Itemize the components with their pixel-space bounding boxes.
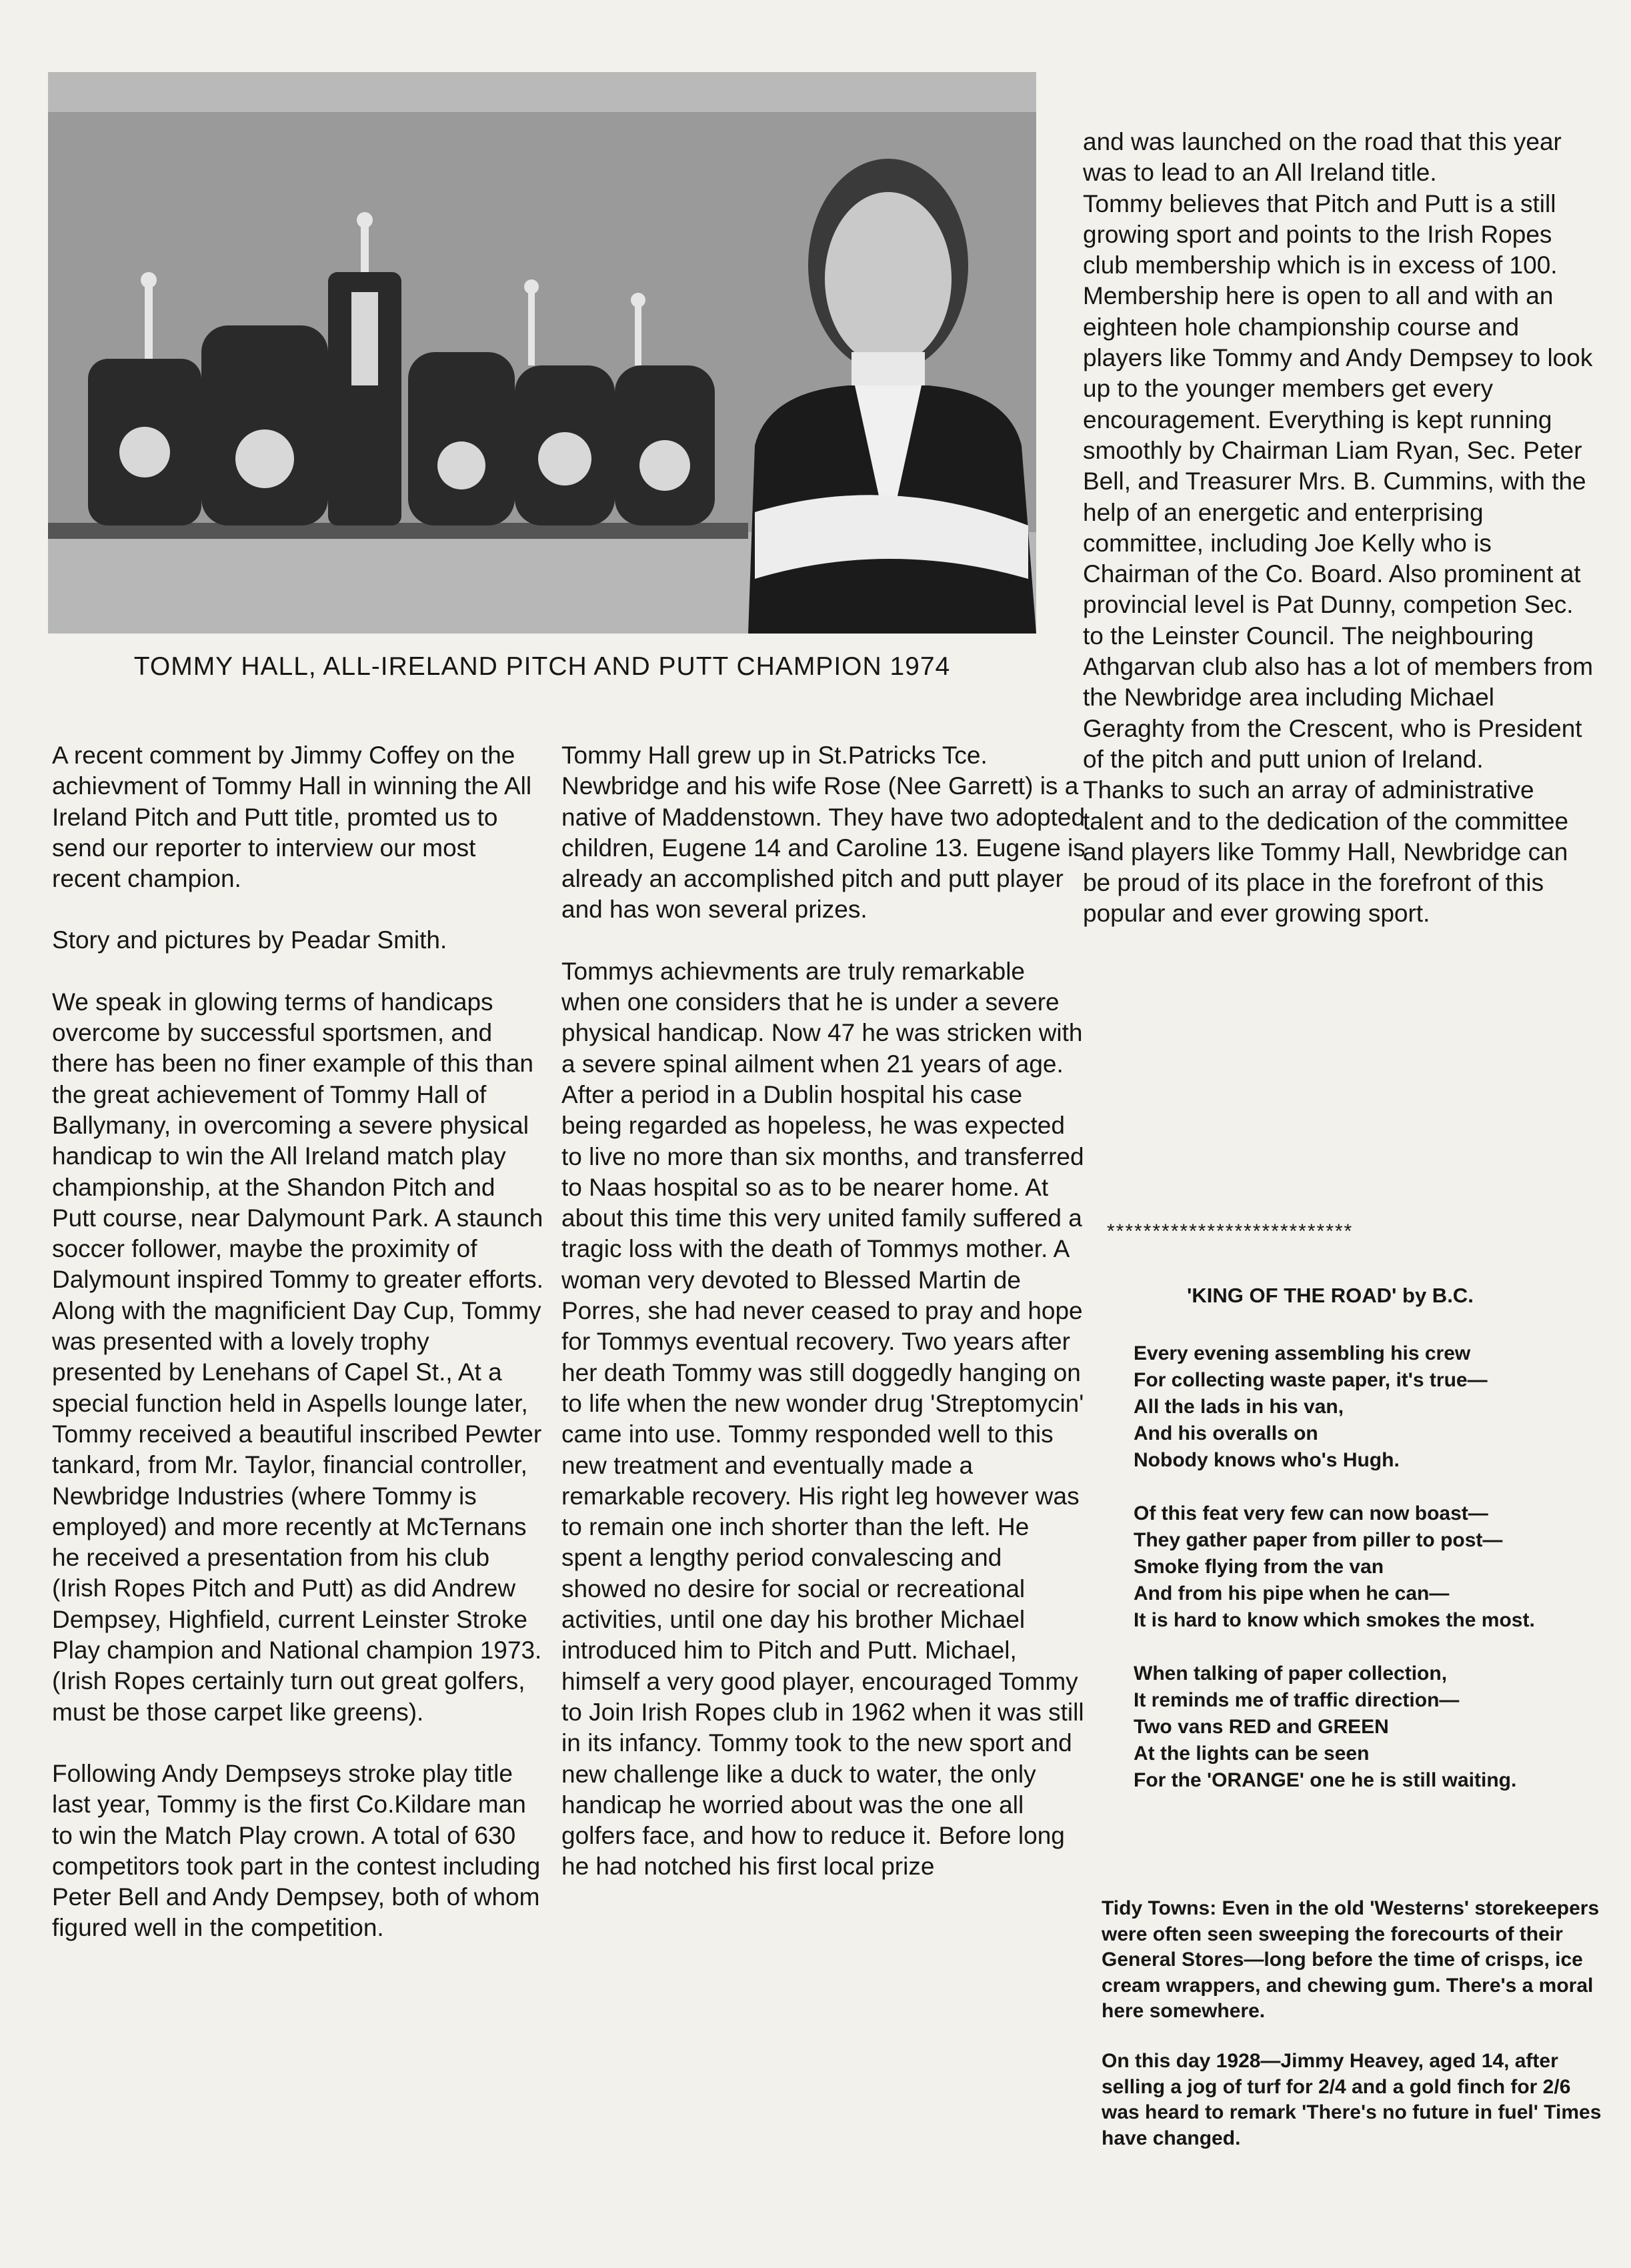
poem-line: Every evening assembling his crew bbox=[1134, 1342, 1471, 1364]
poem-line: Nobody knows who's Hugh. bbox=[1134, 1449, 1400, 1471]
poem-title: 'KING OF THE ROAD' by B.C. bbox=[1187, 1284, 1474, 1307]
poem-line: Of this feat very few can now boast— bbox=[1134, 1502, 1488, 1524]
article-paragraph: We speak in glowing terms of handicaps overcome by successful sportsmen, and there has been no finer example of this than the great achievement of Tommy Hall of Ballymany, in overcoming a severe physical handicap to win the All Ireland match play championship, at the Shandon Pitch and Putt course, near Dalymount Park. A staunch soccer follower, maybe the proximity of Dalymount inspired Tommy to greater efforts. bbox=[52, 988, 543, 1294]
poem-line: All the lads in his van, bbox=[1134, 1396, 1344, 1418]
article-paragraph: Tommy believes that Pitch and Putt is a still growing sport and points to the Irish Ropes club membership which is in excess of 100. Membership here is open to all and with an eighteen hole championship course and players like Tommy and Andy Dempsey to look up to the younger members get every encouragement. Everything is kept running smoothly by Chairman Liam Ryan, Sec. Peter Bell, and Treasurer Mrs. B. Cummins, with the help of an energetic and enterprising committee, including Joe Kelly who is Chairman of the Co. Board. Also prominent at provincial level is Pat Dunny, competion Sec. to the Leinster Council. The neighbouring Athgarvan club also has a lot of members from the Newbridge area including Michael Geraghty from the Crescent, who is President of the pitch and putt union of Ireland. bbox=[1083, 189, 1594, 773]
poem bbox=[1134, 1340, 1614, 1821]
article-paragraph: A recent comment by Jimmy Coffey on the achievment of Tommy Hall in winning the All Ireland Pitch and Putt title, promted us to send our reporter to interview our most recent champion. bbox=[52, 742, 532, 893]
article-paragraph: Thanks to such an array of administrative talent and to the dedication of the committee and players like Tommy Hall, Newbridge can be proud of its place in the forefront of this popular and ever growing sport. bbox=[1083, 776, 1569, 928]
photo-caption: TOMMY HALL, ALL-IRELAND PITCH AND PUTT CHAMPION 1974 bbox=[133, 652, 951, 681]
section-separator: *************************** bbox=[1107, 1220, 1354, 1242]
article-paragraph: Along with the magnificient Day Cup, Tommy was presented with a lovely trophy presented by Lenehans of Capel St., At a special function held in Aspells lounge later, Tommy received a beautiful inscribed Pewter tankard, from Mr. Taylor, financial controller, Newbridge Industries (where Tommy is employed) and more recently at McTernans he received a presentation from his club (Irish Ropes Pitch and Putt) as did Andrew Dempsey, Highfield, current Leinster Stroke Play champion and National champion 1973. (Irish Ropes certainly turn out great golfers, must be those carpet like greens). bbox=[52, 1296, 542, 1726]
on-this-day-note: On this day 1928—Jimmy Heavey, aged 14, after selling a jog of turf for 2/4 and a gold finch for 2/6 was heard to remark 'There's no future in fuel' Times have changed. bbox=[1102, 2050, 1602, 2149]
tidy-towns-note: Tidy Towns: Even in the old 'Westerns' storekeepers were often seen sweeping the forecourts of their General Stores—long before the time of crisps, ice cream wrappers, and chewing gum. There's a moral here somewhere. bbox=[1102, 1897, 1600, 2022]
poem-line: It is hard to know which smokes the most. bbox=[1134, 1609, 1535, 1631]
poem-line: Smoke flying from the van bbox=[1134, 1556, 1384, 1578]
poem-stanza bbox=[1134, 1340, 1614, 1474]
article-column-3 bbox=[1083, 127, 1596, 960]
poem-line: For collecting waste paper, it's true— bbox=[1134, 1369, 1488, 1391]
byline: Story and pictures by Peadar Smith. bbox=[52, 926, 447, 954]
article-paragraph: and was launched on the road that this year was to lead to an All Ireland title. bbox=[1083, 128, 1562, 187]
article-column-1 bbox=[52, 740, 545, 1975]
poem-line: When talking of paper collection, bbox=[1134, 1662, 1448, 1684]
article-paragraph: Tommys achievments are truly remarkable when one considers that he is under a severe physical handicap. Now 47 he was stricken with a severe spinal ailment when 21 years of age. After a period in a Dublin hospital his case being regarded as hopeless, he was expected to live no more than six months, and transferred to Naas hospital so as to be nearer home. At about this time this very united family suffered a tragic loss with the death of Tommys mother. A woman very devoted to Blessed Martin de Porres, she had never ceased to pray and hope for Tommys eventual recovery. Two years after her death Tommy was still doggedly hanging on to life when the new wonder drug 'Streptomycin' came into use. Tommy responded well to this new treatment and eventually made a remarkable recovery. His right leg however was to remain one inch shorter than the left. He spent a lengthy period convalescing and showed no desire for social or recreational activities, until one day his brother Michael introduced him to Pitch and Putt. Michael, himself a very good player, encouraged Tommy to Join Irish Ropes club in 1962 when it was still in its infancy. Tommy took to the new sport and new challenge like a duck to water, the only handicap he worried about was the one all golfers face, and how to reduce it. Before long he had notched his first local prize bbox=[561, 957, 1084, 1881]
poem-line: At the lights can be seen bbox=[1134, 1743, 1370, 1765]
poem-stanza bbox=[1134, 1660, 1614, 1794]
poem-line: For the 'ORANGE' one he is still waiting. bbox=[1134, 1769, 1517, 1791]
article-paragraph: Following Andy Dempseys stroke play title last year, Tommy is the first Co.Kildare man to win the Match Play crown. A total of 630 competitors took part in the contest including Peter Bell and Andy Dempsey, both of whom figured well in the competition. bbox=[52, 1759, 541, 1942]
poem-line: And his overalls on bbox=[1134, 1422, 1318, 1444]
photo-illustration bbox=[48, 72, 1036, 634]
article-paragraph: Tommy Hall grew up in St.Patricks Tce. Newbridge and his wife Rose (Nee Garrett) is a native of Maddenstown. They have two adopted children, Eugene 14 and Caroline 13. Eugene is already an accomplished pitch and putt player and has won several prizes. bbox=[561, 742, 1086, 924]
poem-line: They gather paper from piller to post— bbox=[1134, 1529, 1503, 1551]
poem-line: Two vans RED and GREEN bbox=[1134, 1716, 1389, 1738]
poem-stanza bbox=[1134, 1500, 1614, 1634]
poem-line: It reminds me of traffic direction— bbox=[1134, 1689, 1460, 1711]
article-column-2 bbox=[561, 740, 1088, 1913]
poem-line: And from his pipe when he can— bbox=[1134, 1582, 1450, 1604]
champion-photo bbox=[48, 72, 1036, 634]
